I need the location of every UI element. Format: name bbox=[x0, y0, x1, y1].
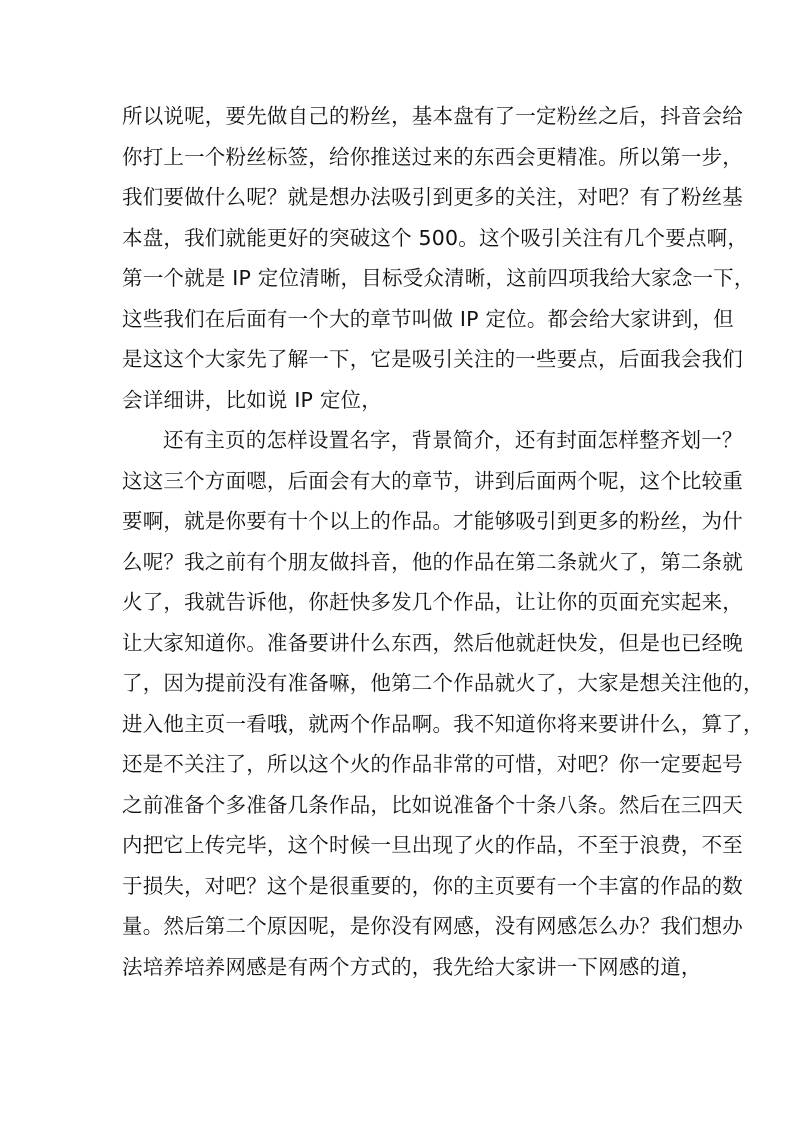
text-line: 火了，我就告诉他，你赶快多发几个作品，让让你的页面充实起来， bbox=[122, 590, 743, 614]
text-line: 这些我们在后面有一个大的章节叫做 IP 定位。都会给大家讲到，但 bbox=[122, 306, 734, 331]
document-page bbox=[122, 96, 764, 987]
text-line: 还是不关注了，所以这个火的作品非常的可惜，对吧？你一定要起号 bbox=[122, 752, 743, 776]
text-line: 法培养培养网感是有两个方式的，我先给大家讲一下网感的道， bbox=[122, 954, 702, 979]
paragraph-1 bbox=[122, 96, 755, 420]
text-line: 量。然后第二个原因呢，是你没有网感，没有网感怎么办？我们想办 bbox=[122, 914, 743, 938]
text-line: 本盘，我们就能更好的突破这个 500。这个吸引关注有几个要点啊， bbox=[122, 225, 749, 250]
text-line: 让大家知道你。准备要讲什么东西，然后他就赶快发，但是也已经晚 bbox=[122, 630, 743, 655]
text-line: 所以说呢，要先做自己的粉丝，基本盘有了一定粉丝之后，抖音会给 bbox=[122, 104, 743, 128]
text-line: 之前准备个多准备几条作品，比如说准备个十条八条。然后在三四天 bbox=[122, 792, 743, 817]
text-line: 于损失，对吧？这个是很重要的，你的主页要有一个丰富的作品的数 bbox=[122, 873, 743, 898]
text-line: 是这这个大家先了解一下，它是吸引关注的一些要点，后面我会我们 bbox=[122, 347, 743, 371]
text-line: 会详细讲，比如说 IP 定位， bbox=[122, 387, 382, 412]
text-line: 还有主页的怎样设置名字，背景简介，还有封面怎样整齐划一？ bbox=[163, 428, 743, 452]
text-line: 你打上一个粉丝标签，给你推送过来的东西会更精准。所以第一步， bbox=[122, 144, 743, 169]
text-line: 内把它上传完毕，这个时候一旦出现了火的作品，不至于浪费，不至 bbox=[122, 833, 743, 857]
paragraph-2 bbox=[122, 420, 764, 987]
text-line: 要啊，就是你要有十个以上的作品。才能够吸引到更多的粉丝，为什 bbox=[122, 509, 743, 533]
text-line: 我们要做什么呢？就是想办法吸引到更多的关注，对吧？有了粉丝基 bbox=[122, 185, 743, 209]
text-line: 了，因为提前没有准备嘛，他第二个作品就火了，大家是想关注他的， bbox=[122, 671, 764, 695]
text-line: 么呢？我之前有个朋友做抖音，他的作品在第二条就火了，第二条就 bbox=[122, 549, 743, 574]
text-line: 这这三个方面嗯，后面会有大的章节，讲到后面两个呢，这个比较重 bbox=[122, 468, 743, 493]
text-line: 进入他主页一看哦，就两个作品啊。我不知道你将来要讲什么，算了， bbox=[122, 711, 764, 736]
text-line: 第一个就是 IP 定位清晰，目标受众清晰，这前四项我给大家念一下， bbox=[122, 266, 755, 290]
